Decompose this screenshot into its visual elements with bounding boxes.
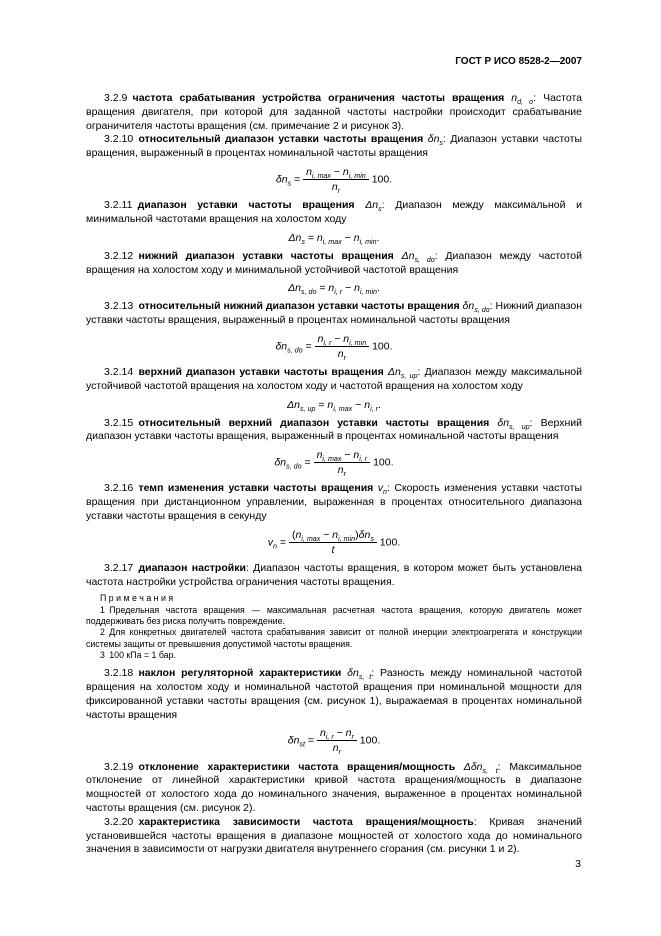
text-run: − (341, 231, 354, 244)
subscript: n (273, 542, 277, 551)
formula-3-2-15 (86, 449, 582, 479)
text-run: − (342, 282, 355, 295)
text-run: : Диапазон уставки частоты вращения, выраженный в процентах номинальной частоты вращения (86, 133, 582, 160)
text-run: : Максимальное отклонение от линейной характеристики кривой частота вращения/мощность в диапазоне мощностей от холостого хода до номинального значения, выраженное в процентах номинальной частоты вращения (см. рисунок 2). (86, 760, 582, 814)
fraction-denominator (289, 543, 377, 556)
text-run: 2 Для конкретных двигателей частота срабатывания зависит от полной инерции электроагрегата и конструкции системы защиты от превышения допустимой частоты вращения. (86, 627, 582, 649)
text-run: темп изменения уставки частоты вращения (138, 482, 378, 495)
text-run: n (317, 332, 324, 345)
subscript: r (337, 187, 341, 196)
subscript: i, min (359, 237, 377, 246)
text-run: Δn (387, 366, 401, 379)
note-3 (86, 650, 582, 661)
fraction-denominator (317, 741, 357, 757)
text-run: − (333, 727, 346, 740)
subscript: i, max (301, 534, 321, 543)
text-run: n (327, 398, 334, 411)
fraction-numerator (289, 529, 377, 543)
subscript: s, do (287, 346, 303, 355)
text-run: 3.2.18 (104, 667, 139, 680)
text-run: n (354, 282, 360, 295)
text-run: = (315, 398, 328, 411)
text-run: = (304, 734, 317, 747)
text-run: : Диапазон между частотой вращения на холостом ходу и минимальной устойчивой частотой вращения (86, 249, 583, 276)
text-run: = (276, 536, 289, 549)
text-run: n (343, 332, 350, 345)
subscript: i, r (325, 733, 334, 742)
subscript: s, do (286, 462, 302, 471)
text-run: : Нижний диапазон уставки частоты вращения, выраженный в процентах номинальной частоты вращения (86, 300, 582, 327)
text-run: = (304, 231, 317, 244)
clause-3-2-10 (86, 133, 582, 161)
text-run: 3.2.19 (104, 760, 139, 773)
text-run: П р и м е ч а н и я (100, 593, 174, 604)
text-run: n (353, 449, 360, 462)
text-run: 3.2.16 (104, 482, 139, 495)
subscript: r (343, 354, 346, 363)
text-run: 3.2.11 (104, 199, 138, 212)
formula-3-2-12 (86, 282, 582, 297)
subscript: r (351, 733, 354, 742)
clause-3-2-11 (86, 199, 582, 227)
text-run: диапазон уставки частоты вращения (137, 199, 366, 212)
subscript: r (343, 470, 346, 479)
fraction-numerator (314, 449, 371, 463)
subscript: s, do (300, 288, 317, 297)
fraction-numerator (315, 333, 370, 347)
subscript: i, max (322, 455, 342, 464)
fraction-denominator (303, 180, 369, 196)
fraction-numerator (317, 727, 357, 741)
text-run: n (342, 165, 349, 178)
subscript: i, min (338, 534, 356, 543)
text-run: 3.2.20 (104, 815, 139, 828)
text-run: 3.2.13 (104, 300, 139, 313)
text-run: δn (275, 340, 288, 353)
subscript: i, r (370, 404, 378, 413)
text-run: : Диапазон между максимальной устойчивой частотой вращения на холостом ходу и частотой вращения на холостом ходу (86, 366, 582, 392)
text-run: . (376, 231, 380, 244)
text-run: Δn (288, 282, 301, 295)
text-run: δn (462, 300, 475, 313)
subscript: s (378, 205, 382, 214)
subscript: d, o (517, 98, 534, 107)
subscript: s (301, 237, 305, 246)
text-run: − (341, 449, 354, 462)
text-run: n (316, 449, 323, 462)
document-header-title: ГОСТ Р ИСО 8528-2—2007 (455, 56, 582, 67)
text-run: δn (497, 416, 510, 429)
subscript: s (439, 139, 443, 148)
subscript: i, min (348, 172, 366, 181)
text-run: относительный нижний диапазон уставки частоты вращения (138, 300, 463, 313)
text-run: − (320, 528, 333, 541)
text-run: δn (275, 173, 288, 186)
text-run: n (332, 742, 339, 755)
text-run: : Разность между номинальной частотой вращения на холостом ходу и номинальной частотой вращения при номинальной мощности для фиксированной уставки частоты вращения (см. рисунок 1), выражаемая в процентах номинальной частоты вращения (86, 667, 582, 721)
subscript: i, r (323, 338, 332, 347)
text-run: нижний диапазон уставки частоты вращения (138, 249, 402, 262)
subscript: i, max (333, 404, 353, 413)
text-run: = (291, 173, 304, 186)
text-run: 100. (369, 340, 393, 353)
subscript: i, min (349, 338, 367, 347)
subscript: st (299, 740, 305, 749)
clause-3-2-19 (86, 761, 582, 816)
subscript: s, do (474, 306, 490, 315)
subscript: i, max (311, 172, 331, 181)
text-run: n (295, 528, 302, 541)
text-run: n (319, 727, 326, 740)
text-run: относительный верхний диапазон уставки частоты вращения (138, 416, 498, 429)
subscript: n (383, 488, 387, 497)
text-run: = (301, 456, 314, 469)
subscript: s, t (482, 766, 498, 775)
text-run: 100. (376, 536, 401, 549)
text-run: = (316, 282, 329, 295)
text-run: : Диапазон частоты вращения, в котором может быть установлена частота настройки устройства ограничения частоты вращения. (86, 561, 582, 588)
text-run: n (306, 165, 312, 178)
formula-3-2-13 (86, 332, 582, 363)
text-run: δn (358, 528, 371, 541)
text-run: Δn (288, 231, 302, 244)
text-run: характеристика зависимости частота вращения/мощность (138, 815, 474, 828)
fraction (314, 449, 371, 479)
text-run: диапазон настройки (138, 561, 246, 574)
fraction-numerator (303, 166, 369, 180)
subscript: s, up (299, 404, 316, 413)
note-2 (86, 627, 582, 650)
fraction (303, 165, 369, 196)
subscript: s (287, 179, 292, 188)
text-run: 100. (370, 456, 394, 469)
formula-3-2-10 (86, 165, 582, 196)
text-run: 1 Предельная частота вращения — максимальная расчетная частота вращения, которую двигатель может поддерживать без риска получить повреждение. (86, 604, 582, 627)
subscript: s (370, 534, 374, 543)
clause-3-2-16 (86, 482, 582, 523)
formula-3-2-18 (86, 727, 582, 757)
text-run: отклонение характеристики частота вращения/мощность (138, 760, 464, 773)
text-run: 3.2.14 (104, 366, 139, 379)
page-number: 3 (575, 858, 581, 870)
text-run: n (337, 347, 344, 360)
clause-3-2-20 (86, 816, 582, 857)
subscript: s, t (358, 673, 372, 682)
formula-3-2-14 (86, 399, 582, 411)
clause-3-2-15 (86, 417, 582, 445)
text-run: : Скорость изменения уставки частоты вращения при дистанционном управлении, выраженная в процентах относительного диапазона уставки частоты вращения в секунду (86, 482, 582, 522)
fraction (315, 332, 370, 363)
text-run: 3.2.15 (104, 416, 139, 429)
text-run: . (377, 282, 380, 295)
text-run: δn (287, 734, 300, 747)
clause-3-2-14 (86, 366, 582, 394)
text-run: наклон регуляторной характеристики (138, 667, 348, 680)
text-run: Δn (287, 398, 300, 411)
text-run: : Верхний диапазон уставки частоты вращения, выраженный в процентах номинальной частоты вращения (86, 416, 582, 443)
text-run: = (302, 340, 315, 353)
text-run: 100. (368, 173, 393, 186)
subscript: i, min (359, 288, 377, 297)
text-run: 3.2.12 (104, 249, 139, 262)
text-run: 3.2.17 (104, 561, 139, 574)
text-run: : Частота вращения двигателя, при которой для заданной частоты настройки происходит срабатывание ограничителя частоты вращения (см. примечание 2 и рисунок 3). (86, 92, 582, 132)
text-run: v (267, 536, 273, 549)
subscript: r (338, 748, 342, 757)
formula-3-2-11 (86, 232, 582, 244)
text-run: n (345, 727, 352, 740)
document-content (86, 92, 582, 857)
clause-3-2-18 (86, 667, 582, 722)
text-run: n (337, 464, 344, 477)
subscript: i, r (334, 288, 343, 297)
text-run: n (316, 231, 323, 244)
text-run: Δn (401, 249, 415, 262)
text-run: 100. (356, 734, 381, 747)
formula-3-2-16 (86, 529, 582, 556)
text-run: − (352, 398, 365, 411)
text-run: частота срабатывания устройства ограничения частоты вращения (132, 92, 512, 104)
fraction-denominator (315, 347, 370, 363)
text-run: − (330, 165, 343, 178)
text-run: ) (355, 528, 359, 541)
text-run: n (331, 181, 338, 194)
text-run: : Диапазон между максимальной и минимальной частотами вращения на холостом ходу (86, 199, 582, 225)
text-run: : Кривая значений установившейся частоты вращения в диапазоне мощностей от холостого хода до номинального значения в зависимости от нагрузки двигателя внутреннего сгорания (см. рисунки 1 и 2). (86, 815, 583, 856)
fraction (289, 529, 377, 556)
fraction (317, 727, 357, 757)
subscript: i, max (322, 237, 342, 246)
text-run: 3.2.10 (104, 133, 139, 146)
text-run: . (377, 398, 381, 411)
text-run: δn (427, 133, 440, 146)
text-run: δn (274, 456, 287, 469)
text-run: n (332, 528, 339, 541)
text-run: n (353, 231, 360, 244)
notes-header (86, 593, 582, 604)
note-1 (86, 605, 582, 628)
fraction-denominator (314, 463, 371, 479)
text-run: верхний диапазон уставки частоты вращения (138, 366, 388, 379)
subscript: s, up (400, 372, 418, 381)
subscript: s, up (509, 422, 530, 431)
subscript: s, do (414, 255, 435, 264)
text-run: n (328, 282, 335, 295)
text-run: − (331, 332, 344, 345)
text-run: n (364, 398, 371, 411)
subscript: i, r (359, 455, 368, 464)
clause-3-2-13 (86, 300, 582, 328)
text-run: ( (291, 528, 296, 541)
text-run: n (511, 92, 518, 104)
text-run: 3 100 кПа = 1 бар. (100, 649, 176, 660)
clause-3-2-9 (86, 92, 582, 133)
text-run: v (377, 482, 384, 495)
text-run: относительный диапазон уставки частоты вращения (138, 133, 428, 146)
text-run: 3.2.9 (104, 92, 133, 104)
text-run: Δδn (463, 760, 483, 773)
clause-3-2-12 (86, 250, 582, 278)
text-run: δn (347, 667, 359, 680)
text-run: t (331, 543, 335, 556)
clause-3-2-17 (86, 562, 582, 590)
text-run: Δn (365, 199, 379, 212)
